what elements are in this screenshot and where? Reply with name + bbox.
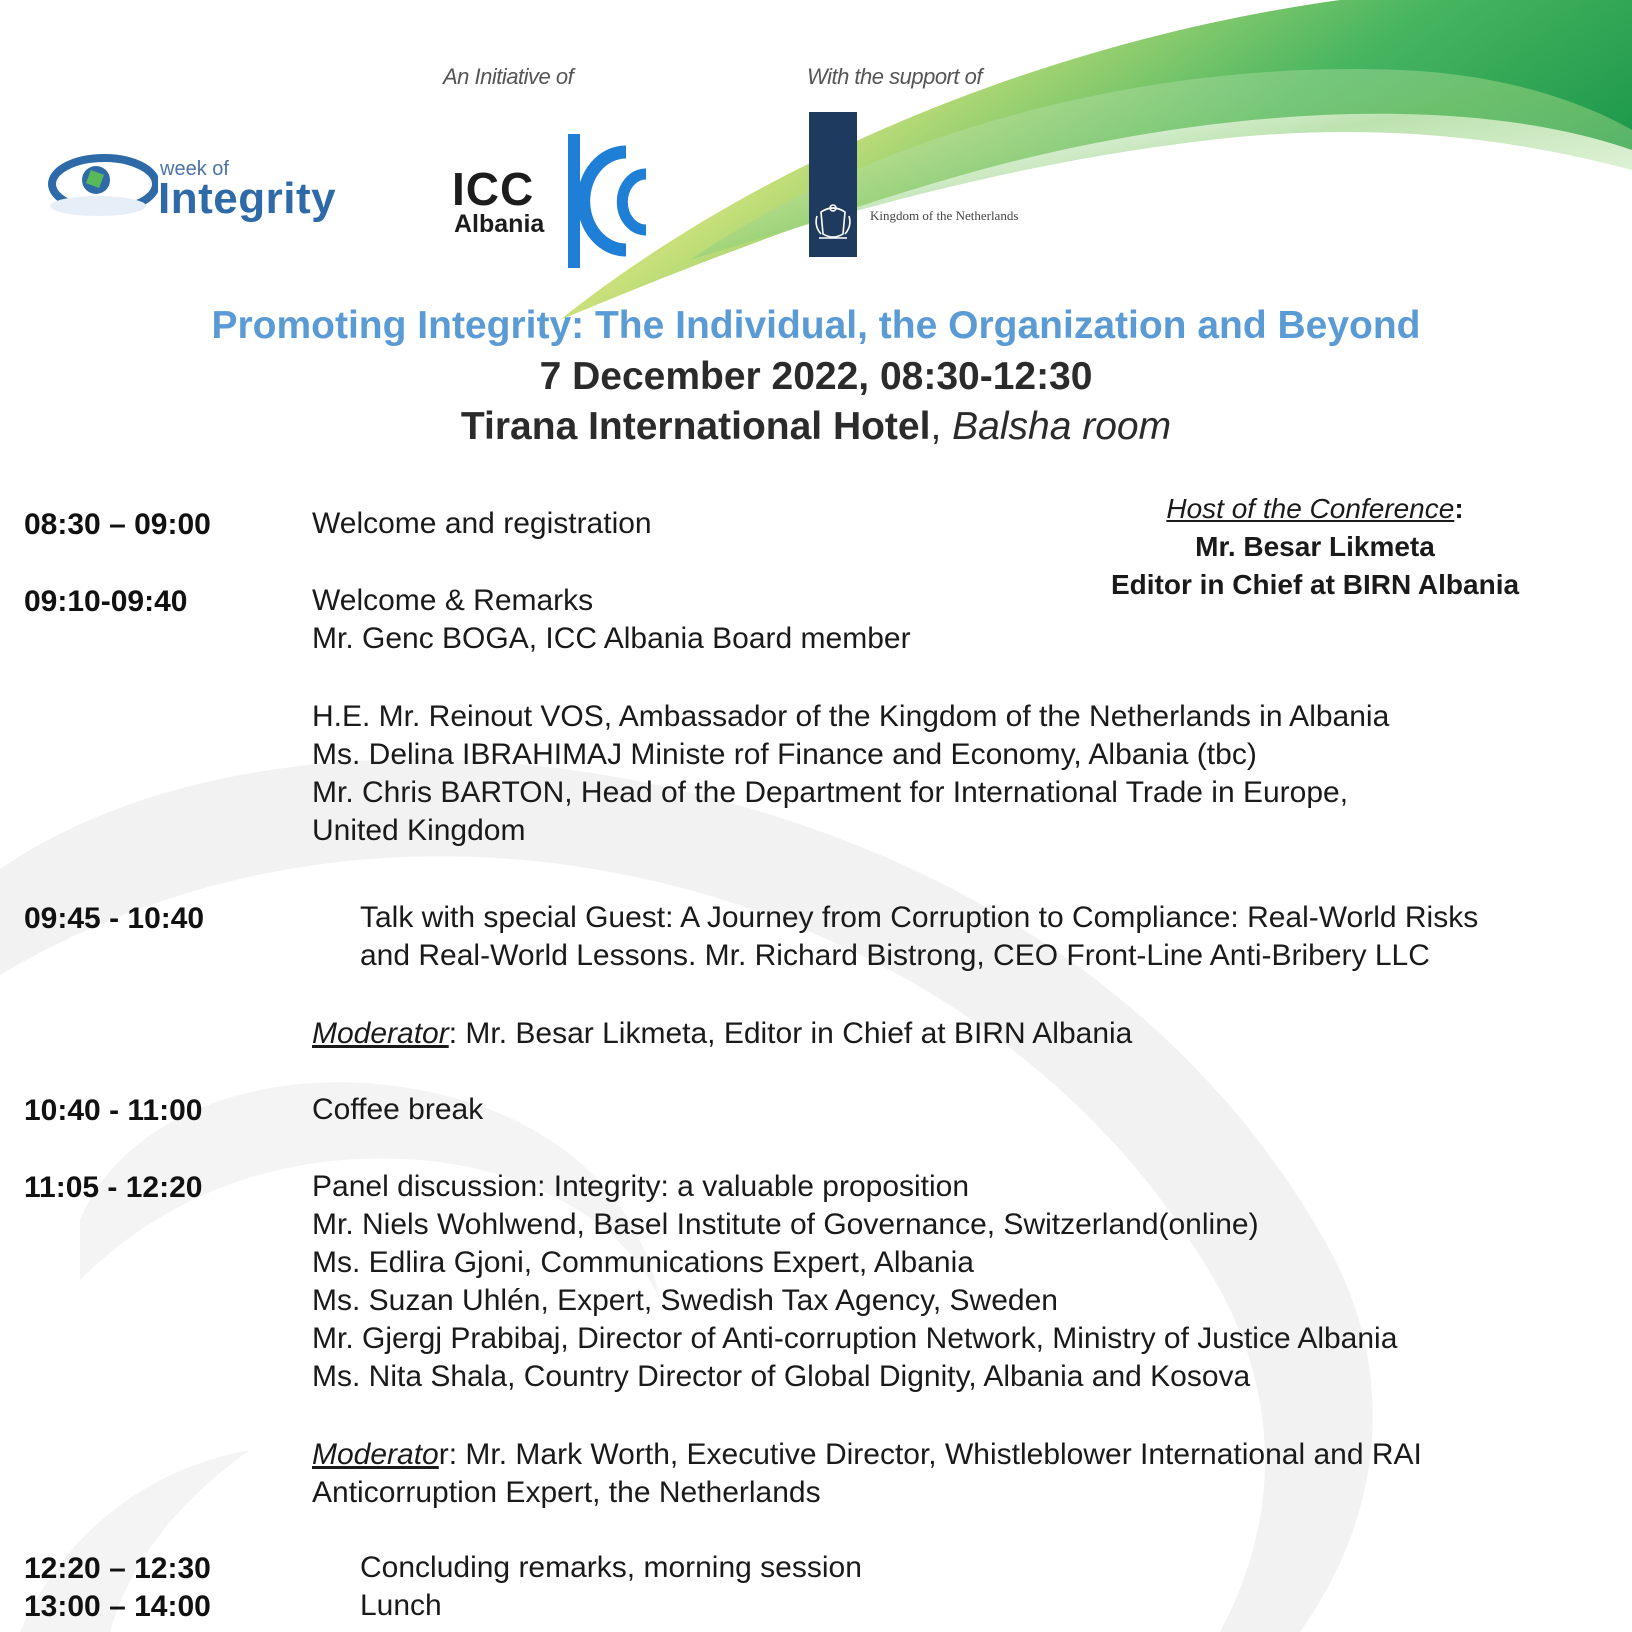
agenda-time-talk: 09:45 - 10:40 bbox=[24, 902, 205, 935]
panel-line: Ms. Suzan Uhlén, Expert, Swedish Tax Agency, Sweden bbox=[312, 1284, 1058, 1317]
logo-small-text: week of bbox=[160, 158, 229, 180]
agenda-item-concluding bbox=[360, 1549, 862, 1587]
agenda-item-registration bbox=[312, 505, 652, 543]
speaker-line: Mr. Chris BARTON, Head of the Department for International Trade in Europe, bbox=[312, 776, 1349, 809]
icc-logo-country: Albania bbox=[454, 210, 545, 238]
agenda-talk-moderator bbox=[312, 1015, 1132, 1053]
panel-line: Ms. Edlira Gjoni, Communications Expert, Albania bbox=[312, 1246, 974, 1279]
panel-line: Panel discussion: Integrity: a valuable proposition bbox=[312, 1170, 970, 1203]
moderator-text: : Mr. Besar Likmeta, Editor in Chief at BIRN Albania bbox=[448, 1017, 1133, 1050]
event-title: Promoting Integrity: The Individual, the Organization and Beyond bbox=[211, 304, 1421, 347]
host-label: Host of the Conference bbox=[1166, 493, 1455, 524]
agenda-remarks-speakers bbox=[312, 698, 1389, 850]
icc-logo-name: ICC bbox=[452, 163, 535, 215]
speaker-line: H.E. Mr. Reinout VOS, Ambassador of the Kingdom of the Netherlands in Albania bbox=[312, 700, 1390, 733]
moderator-label: Moderato bbox=[312, 1438, 439, 1471]
initiative-caption: An Initiative of bbox=[443, 64, 574, 89]
moderator-label: Moderator bbox=[312, 1017, 449, 1050]
netherlands-logo-text: Kingdom of the Netherlands bbox=[870, 208, 1019, 223]
panel-line: Mr. Gjergj Prabibaj, Director of Anti-corruption Network, Ministry of Justice Albania bbox=[312, 1322, 1398, 1355]
panel-line: Mr. Niels Wohlwend, Basel Institute of Governance, Switzerland(online) bbox=[312, 1208, 1259, 1241]
agenda-title-lunch: Lunch bbox=[360, 1589, 442, 1622]
agenda-time-lunch: 13:00 – 14:00 bbox=[24, 1590, 211, 1623]
host-role: Editor in Chief at BIRN Albania bbox=[1110, 569, 1520, 600]
panel-line: Ms. Nita Shala, Country Director of Global Dignity, Albania and Kosova bbox=[312, 1360, 1251, 1393]
talk-line: Talk with special Guest: A Journey from Corruption to Compliance: Real-World Risks bbox=[360, 901, 1479, 934]
agenda-time-registration: 08:30 – 09:00 bbox=[24, 508, 211, 541]
agenda-item-remarks bbox=[312, 582, 911, 658]
agenda-time-panel: 11:05 - 12:20 bbox=[24, 1171, 203, 1204]
remarks-line: Welcome & Remarks bbox=[312, 584, 594, 617]
agenda-item-coffee bbox=[312, 1091, 483, 1129]
agenda-title-registration: Welcome and registration bbox=[312, 507, 652, 540]
talk-line: and Real-World Lessons. Mr. Richard Bistrong, CEO Front-Line Anti-Bribery LLC bbox=[360, 939, 1430, 972]
host-name: Mr. Besar Likmeta bbox=[1195, 531, 1435, 562]
panel-moderator-line-2: Anticorruption Expert, the Netherlands bbox=[312, 1476, 821, 1509]
venue-hotel: Tirana International Hotel bbox=[460, 405, 931, 448]
agenda-time-coffee: 10:40 - 11:00 bbox=[24, 1094, 203, 1127]
agenda-item-panel bbox=[312, 1168, 1397, 1396]
panel-moderator-line bbox=[312, 1436, 1422, 1474]
venue-separator: , bbox=[930, 405, 942, 448]
speaker-line: Ms. Delina IBRAHIMAJ Ministe rof Finance and Economy, Albania (tbc) bbox=[312, 738, 1257, 771]
agenda-item-talk bbox=[360, 899, 1478, 975]
host-label-colon: : bbox=[1454, 493, 1464, 524]
agenda-time-remarks: 09:10-09:40 bbox=[24, 585, 188, 618]
support-caption: With the support of bbox=[807, 64, 982, 89]
event-date-time: 7 December 2022, 08:30-12:30 bbox=[539, 355, 1093, 398]
venue-room: Balsha room bbox=[952, 405, 1172, 448]
moderator-text: r: Mr. Mark Worth, Executive Director, Whistleblower International and RAI bbox=[438, 1438, 1422, 1471]
speaker-line: United Kingdom bbox=[312, 814, 526, 847]
remarks-line: Mr. Genc BOGA, ICC Albania Board member bbox=[312, 622, 911, 655]
logo-large-text: Integrity bbox=[158, 174, 337, 223]
agenda-title-coffee: Coffee break bbox=[312, 1093, 484, 1126]
agenda-panel-moderator bbox=[312, 1436, 1422, 1512]
agenda-time-concluding: 12:20 – 12:30 bbox=[24, 1552, 211, 1585]
agenda-title-concluding: Concluding remarks, morning session bbox=[360, 1551, 862, 1584]
agenda-item-lunch bbox=[360, 1587, 442, 1625]
talk-moderator-line bbox=[312, 1015, 1132, 1053]
